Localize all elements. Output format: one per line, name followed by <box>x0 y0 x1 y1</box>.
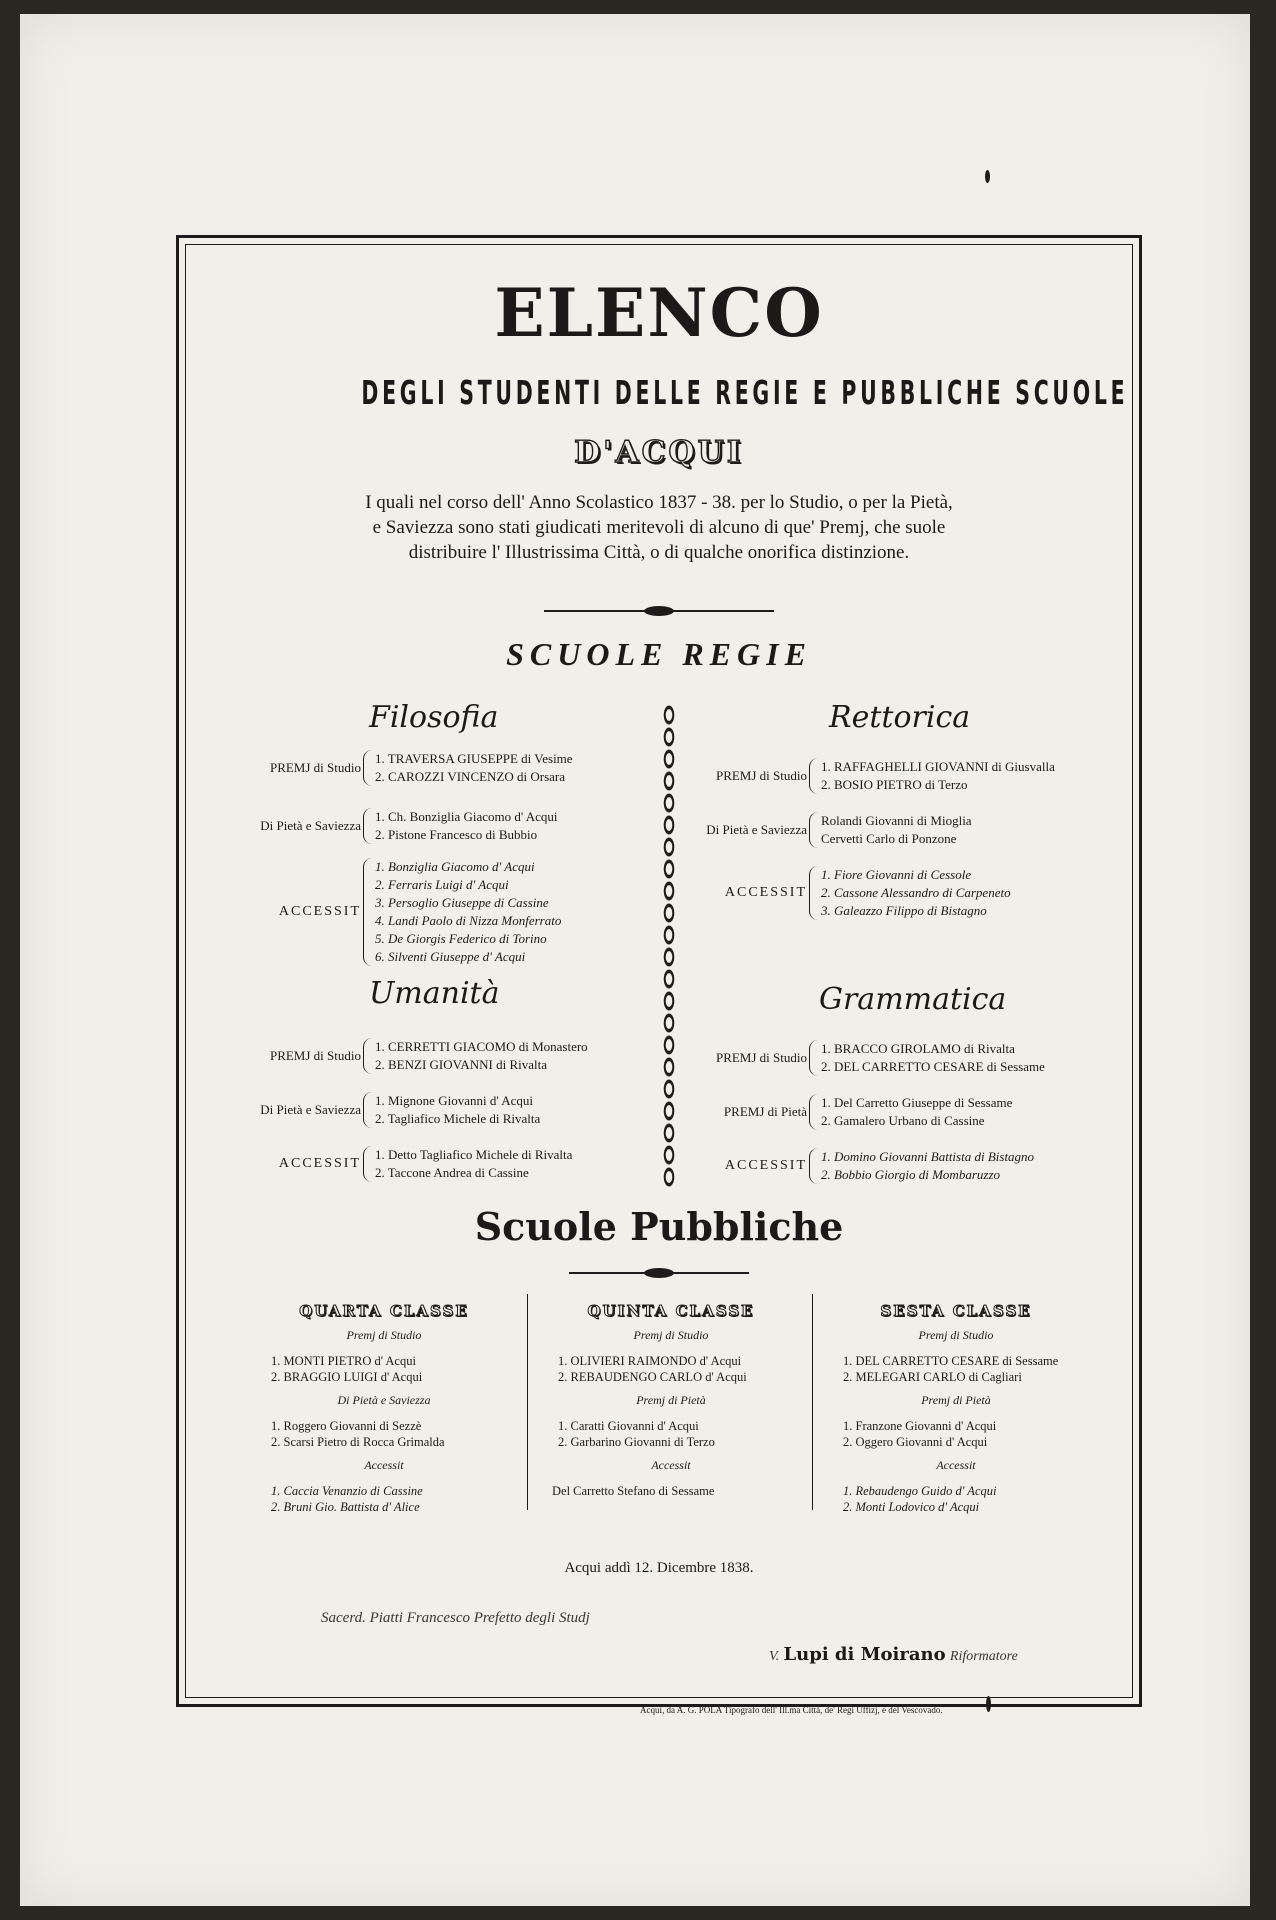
paper-sheet <box>20 14 1250 1906</box>
brace <box>363 858 372 966</box>
award-line: 2. Garbarino Giovanni di Terzo <box>558 1435 715 1449</box>
brace <box>809 1040 818 1076</box>
award-line: 2. Gamalero Urbano di Cassine <box>821 1113 985 1128</box>
brace <box>809 812 818 848</box>
chain-divider <box>663 704 675 1188</box>
award-label: PREMJ di Studio <box>269 760 361 775</box>
course-heading: Grammatica <box>819 982 1007 1017</box>
award-line: Del Carretto Stefano di Sessame <box>552 1484 715 1498</box>
course-heading: Filosofia <box>369 700 499 735</box>
intro-text <box>289 490 1029 565</box>
award-label: Di Pietà e Saviezza <box>260 1102 361 1117</box>
poster-title: ELENCO <box>494 274 824 352</box>
award-line: 2. Oggero Giovanni d' Acqui <box>843 1435 988 1449</box>
award-label: PREMJ di Studio <box>715 768 807 783</box>
award-line: 2. Ferraris Luigi d' Acqui <box>375 877 509 892</box>
award-subheading: Accessit <box>364 1458 404 1472</box>
column-divider <box>812 1294 813 1510</box>
brace <box>809 1148 818 1184</box>
signature-name: Lupi di Moirano <box>783 1644 946 1665</box>
award-label: ACCESSIT <box>724 1158 807 1173</box>
award-label: Di Pietà e Saviezza <box>260 818 361 833</box>
award-line: 2. Bobbio Giorgio di Mombaruzzo <box>821 1167 1000 1182</box>
award-subheading: Premj di Studio <box>633 1328 709 1342</box>
award-label: PREMJ di Pietà <box>723 1104 807 1119</box>
award-group <box>269 1038 588 1074</box>
class-heading: QUINTA CLASSE <box>587 1302 755 1320</box>
poster-city: D'ACQUI <box>574 435 744 470</box>
award-line: 1. Caratti Giovanni d' Acqui <box>558 1419 699 1433</box>
award-subheading: Premj di Pietà <box>921 1393 991 1407</box>
signature-reformer <box>769 1644 1018 1665</box>
award-group <box>278 858 562 966</box>
class-sesta <box>821 1302 1091 1515</box>
intro-line: I quali nel corso dell' Anno Scolastico 1837 - 38. per lo Studio, o per la Pietà, <box>365 492 953 513</box>
brace <box>363 1146 372 1182</box>
award-group <box>706 812 972 848</box>
award-line: 2. Pistone Francesco di Bubbio <box>375 827 538 842</box>
course-heading: Umanità <box>369 976 500 1011</box>
award-line: 2. BENZI GIOVANNI di Rivalta <box>375 1057 547 1072</box>
award-line: 2. BRAGGIO LUIGI d' Acqui <box>271 1370 423 1384</box>
award-line: 3. Persoglio Giuseppe di Cassine <box>375 895 549 910</box>
course-heading: Rettorica <box>829 700 971 735</box>
brace <box>363 750 372 786</box>
award-line: 2. BOSIO PIETRO di Terzo <box>821 777 968 792</box>
award-line: Rolandi Giovanni di Mioglia <box>821 813 972 828</box>
paper-mark <box>985 170 990 183</box>
award-line: 1. CERRETTI GIACOMO di Monastero <box>375 1039 588 1054</box>
brace <box>363 808 372 844</box>
poster-subtitle: DEGLI STUDENTI DELLE REGIE E PUBBLICHE SCUOLE <box>361 373 1129 412</box>
award-line: 2. MELEGARI CARLO di Cagliari <box>843 1370 1022 1384</box>
award-group <box>260 808 558 844</box>
award-line: 1. TRAVERSA GIUSEPPE di Vesime <box>375 751 573 766</box>
award-line: 2. Taccone Andrea di Cassine <box>375 1165 529 1180</box>
award-group <box>724 1148 1035 1184</box>
award-line: 1. Rebaudengo Guido d' Acqui <box>843 1484 997 1498</box>
award-line: 1. Bonziglia Giacomo d' Acqui <box>375 859 535 874</box>
award-line: 1. Fiore Giovanni di Cessole <box>821 867 972 882</box>
award-line: 5. De Giorgis Federico di Torino <box>375 931 547 946</box>
brace <box>363 1092 372 1128</box>
section-title-pubbliche: Scuole Pubbliche <box>474 1204 844 1249</box>
award-line: 1. Franzone Giovanni d' Acqui <box>843 1419 997 1433</box>
award-group <box>724 866 1011 920</box>
award-line: Cervetti Carlo di Ponzone <box>821 831 957 846</box>
award-subheading: Accessit <box>651 1458 691 1472</box>
award-group <box>715 1040 1045 1076</box>
column-divider <box>527 1294 528 1510</box>
award-line: 1. DEL CARRETTO CESARE di Sessame <box>843 1354 1059 1368</box>
award-line: 1. MONTI PIETRO d' Acqui <box>271 1354 416 1368</box>
award-line: 6. Silventi Giuseppe d' Acqui <box>375 949 526 964</box>
award-label: ACCESSIT <box>724 885 807 900</box>
brace <box>363 1038 372 1074</box>
signature-prefix: V. <box>769 1649 780 1664</box>
award-line: 1. Del Carretto Giuseppe di Sessame <box>821 1095 1013 1110</box>
intro-line: distribuire l' Illustrissima Città, o di qualche onorifica distinzione. <box>408 542 910 563</box>
class-quarta <box>249 1302 519 1515</box>
award-line: 2. Scarsi Pietro di Rocca Grimalda <box>271 1435 445 1449</box>
award-subheading: Premj di Studio <box>918 1328 994 1342</box>
poster-frame <box>176 235 1142 1707</box>
class-heading: QUARTA CLASSE <box>299 1302 469 1320</box>
award-line: 2. Bruni Gio. Battista d' Alice <box>271 1500 420 1514</box>
award-line: 4. Landi Paolo di Nizza Monferrato <box>375 913 562 928</box>
award-line: 1. Ch. Bonziglia Giacomo d' Acqui <box>375 809 558 824</box>
award-line: 2. CAROZZI VINCENZO di Orsara <box>375 769 566 784</box>
award-subheading: Premj di Pietà <box>636 1393 706 1407</box>
award-line: 2. DEL CARRETTO CESARE di Sessame <box>821 1059 1045 1074</box>
award-line: 1. Mignone Giovanni d' Acqui <box>375 1093 533 1108</box>
signature-role: Riformatore <box>949 1649 1018 1664</box>
signature-prefect: Sacerd. Piatti Francesco Prefetto degli Studj <box>321 1610 590 1626</box>
award-line: 2. Cassone Alessandro di Carpeneto <box>821 885 1011 900</box>
award-label: ACCESSIT <box>278 1156 361 1171</box>
award-group <box>715 758 1055 794</box>
award-line: 1. Caccia Venanzio di Cassine <box>271 1484 423 1498</box>
award-line: 2. Tagliafico Michele di Rivalta <box>375 1111 541 1126</box>
award-group <box>260 1092 541 1128</box>
award-subheading: Accessit <box>936 1458 976 1472</box>
award-line: 1. RAFFAGHELLI GIOVANNI di Giusvalla <box>821 759 1055 774</box>
intro-line: e Saviezza sono stati giudicati meritevoli di alcuno di que' Premj, che suole <box>372 517 946 538</box>
award-subheading: Di Pietà e Saviezza <box>337 1393 431 1407</box>
ornamental-rule <box>569 1272 749 1274</box>
award-label: Di Pietà e Saviezza <box>706 822 807 837</box>
brace <box>809 758 818 794</box>
award-group <box>278 1146 573 1182</box>
award-subheading: Premj di Studio <box>346 1328 422 1342</box>
class-quinta <box>536 1302 806 1499</box>
printer-imprint: Acqui, da A. G. POLA Tipografo dell' Ill.ma Città, de' Regi Uffizj, e del Vescovado. <box>640 1705 943 1715</box>
award-line: 2. REBAUDENGO CARLO d' Acqui <box>558 1370 747 1384</box>
award-line: 2. Monti Lodovico d' Acqui <box>843 1500 980 1514</box>
award-label: PREMJ di Studio <box>269 1048 361 1063</box>
award-line: 1. Detto Tagliafico Michele di Rivalta <box>375 1147 573 1162</box>
award-line: 1. Roggero Giovanni di Sezzè <box>271 1419 422 1433</box>
brace <box>809 866 818 920</box>
award-label: ACCESSIT <box>278 904 361 919</box>
document-date: Acqui addì 12. Dicembre 1838. <box>564 1560 754 1576</box>
award-group <box>723 1094 1013 1130</box>
award-label: PREMJ di Studio <box>715 1050 807 1065</box>
brace <box>809 1094 818 1130</box>
award-line: 1. OLIVIERI RAIMONDO d' Acqui <box>558 1354 742 1368</box>
award-line: 3. Galeazzo Filippo di Bistagno <box>821 903 987 918</box>
class-heading: SESTA CLASSE <box>880 1302 1032 1320</box>
section-title-regie: SCUOLE REGIE <box>506 636 812 672</box>
award-group <box>269 750 573 786</box>
award-line: 1. Domino Giovanni Battista di Bistagno <box>821 1149 1035 1164</box>
ornamental-rule <box>544 610 774 612</box>
award-line: 1. BRACCO GIROLAMO di Rivalta <box>821 1041 1015 1056</box>
